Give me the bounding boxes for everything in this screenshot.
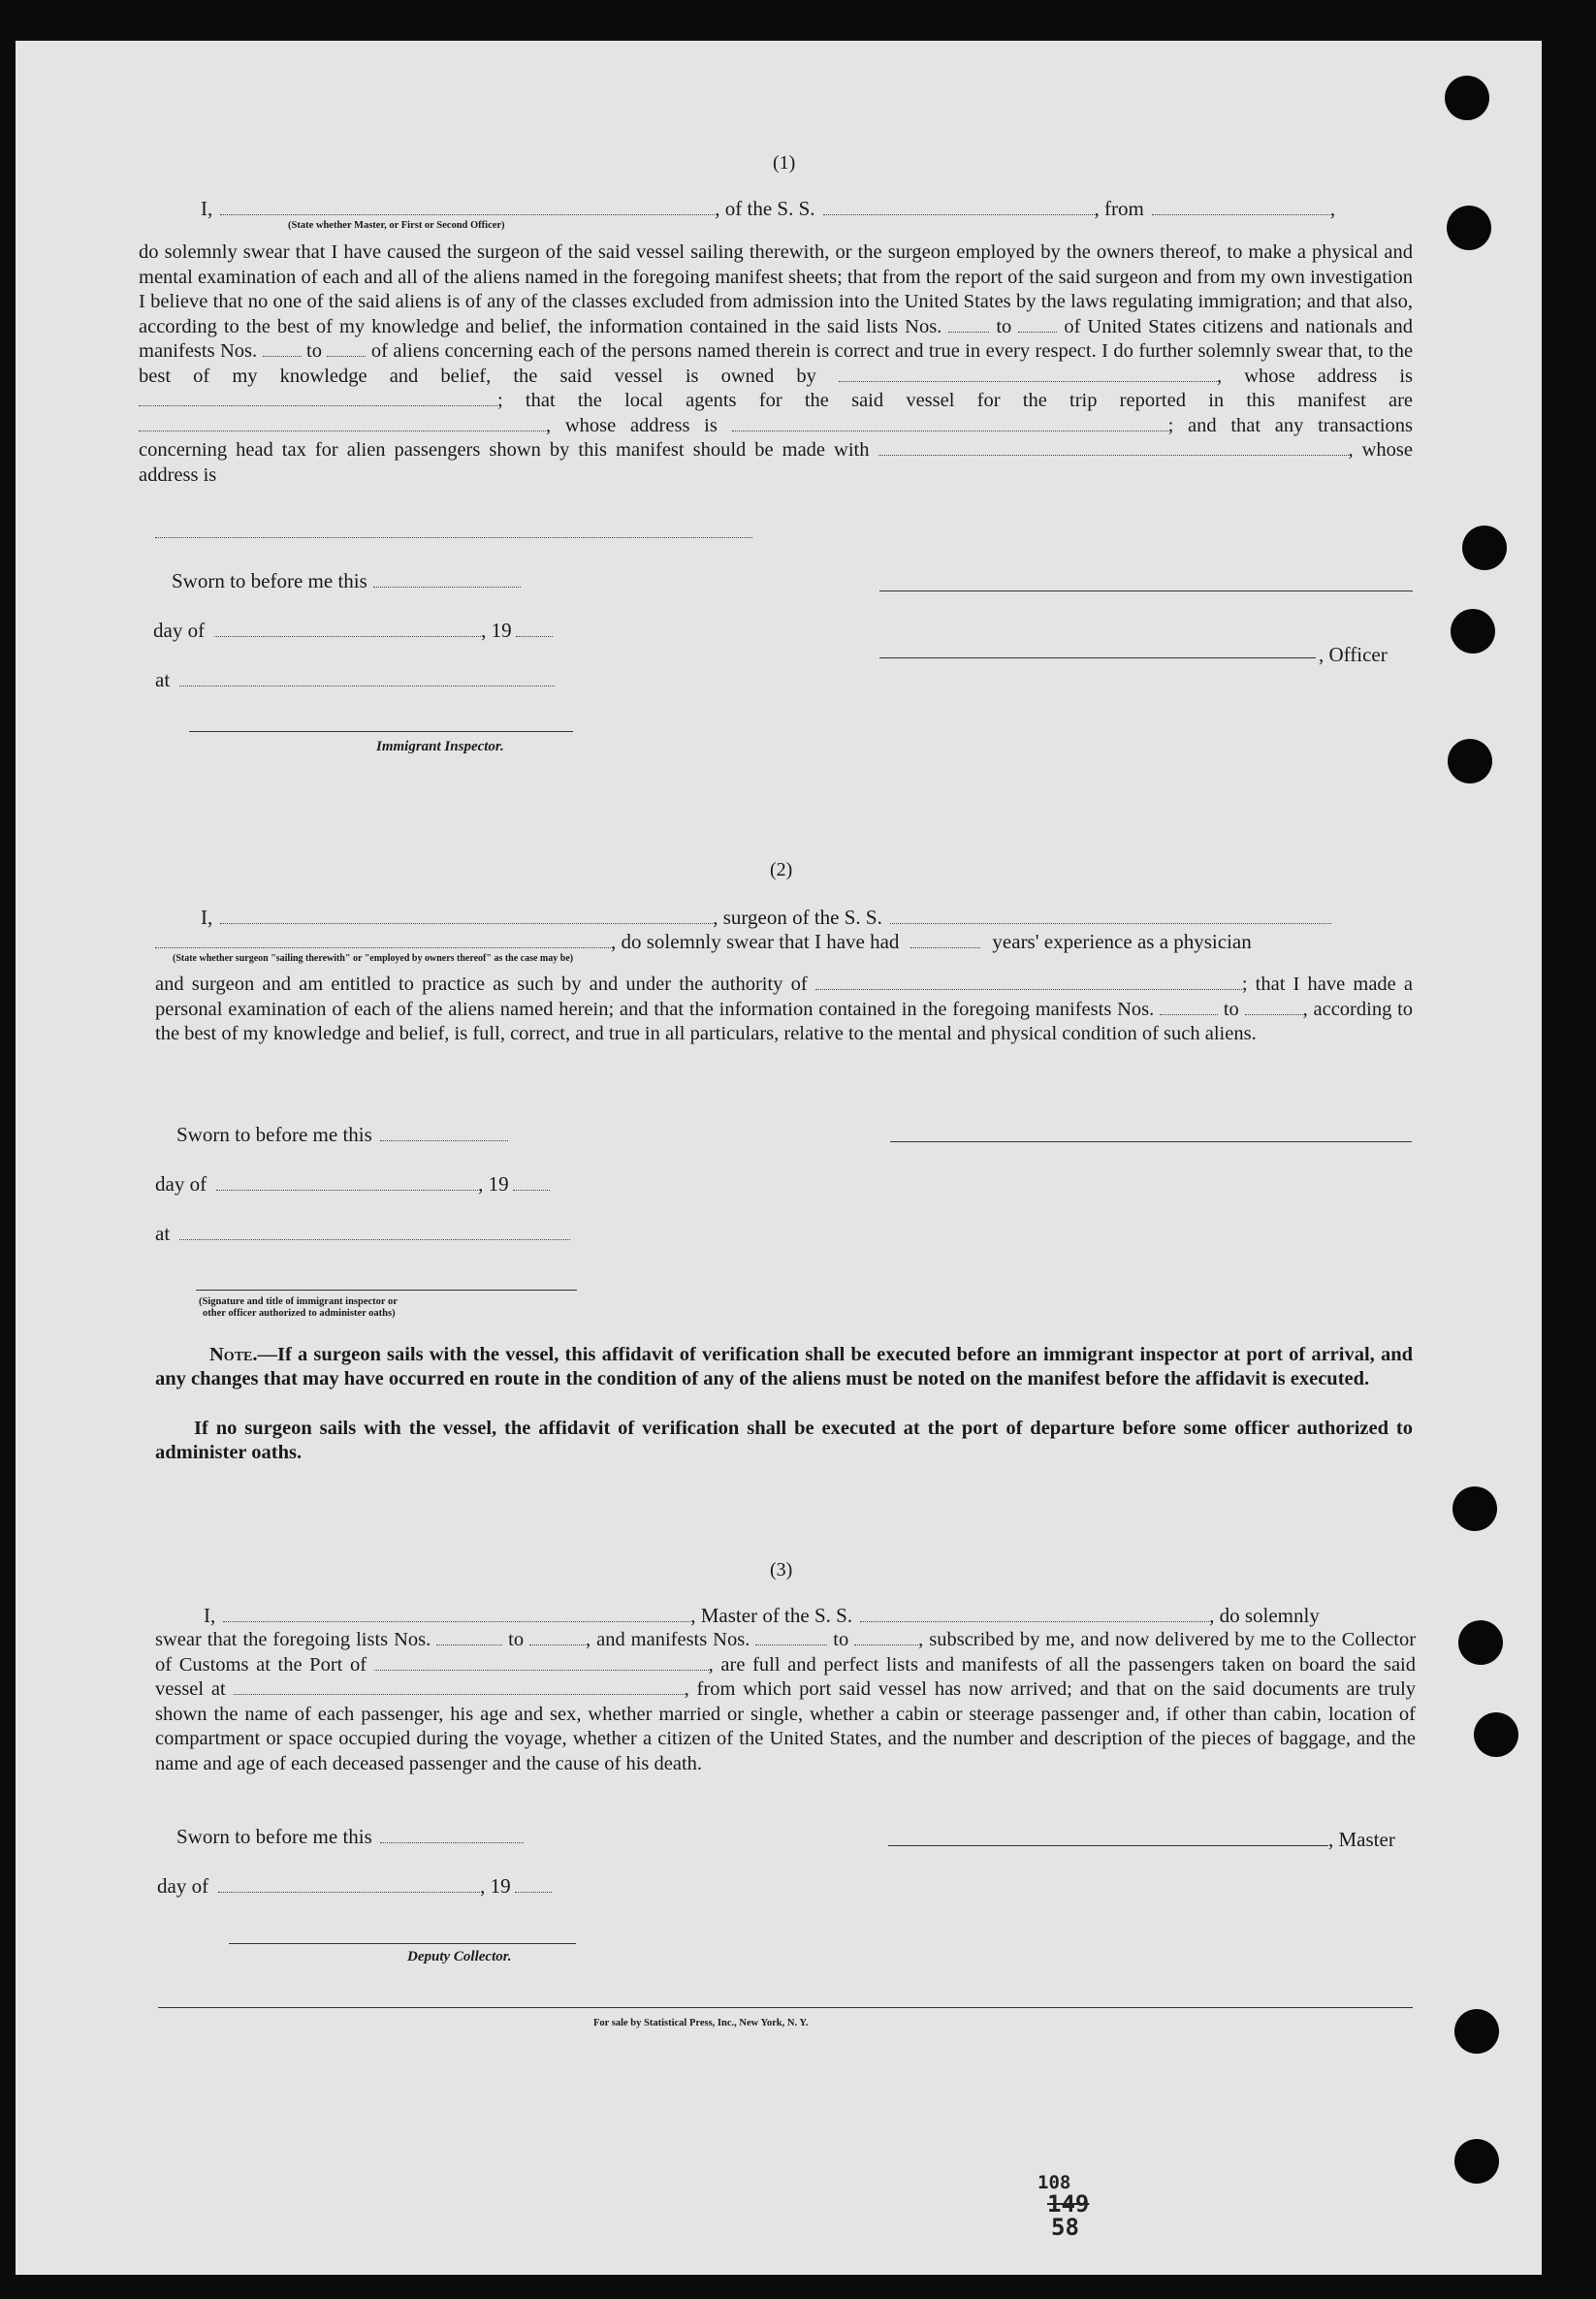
punch-hole-7 xyxy=(1458,1620,1503,1665)
s2-sworn-day-field[interactable] xyxy=(380,1125,508,1141)
s2-day-of: day of , 19 xyxy=(155,1171,550,1197)
handwritten-number-middle: 149 xyxy=(1047,2190,1090,2218)
s1-ship-field[interactable] xyxy=(823,199,1095,215)
s3-paragraph: swear that the foregoing lists Nos. to , and manifests Nos. to , subscribed by me, and now delivered by me to the Collector of Customs at the Port of , are full and perfect lists and manifests of all the passengers taken on board the said vessel at , from which port said vessel has now arrived; and that on the said documents are truly shown the name of each passenger, his age and sex, whether married or single, whether a cabin or steerage passenger and, if other than cabin, location of compartment or space occupied during the voyage, whether a citizen of the United States, and the number and description of the pieces of baggage, and the name and age of each deceased passenger and the cause of his death. xyxy=(155,1629,1417,1774)
s3-port-field[interactable] xyxy=(374,1654,709,1671)
s1-inspector-label: Immigrant Inspector. xyxy=(376,739,504,754)
s1-headtax-field[interactable] xyxy=(878,439,1349,456)
punch-hole-8 xyxy=(1474,1712,1518,1757)
s1-officer-field[interactable] xyxy=(220,199,715,215)
s1-officer-sig-line-2[interactable] xyxy=(879,657,1316,658)
s3-name-field[interactable] xyxy=(223,1606,690,1622)
footer-printer: For sale by Statistical Press, Inc., New York, N. Y. xyxy=(593,2018,809,2028)
s2-note-2: If no surgeon sails with the vessel, the affidavit of verification shall be executed at the port of departure before some officer authorized to administer oaths. xyxy=(155,1418,1413,1463)
s2-inspector-sig-line[interactable] xyxy=(196,1290,577,1291)
s3-deputy-sig-line[interactable] xyxy=(229,1943,576,1944)
s3-manifests-from[interactable] xyxy=(755,1629,827,1645)
s3-line1: I, , Master of the S. S. , do solemnly xyxy=(204,1604,1320,1627)
s2-year-field[interactable] xyxy=(513,1174,550,1191)
punch-hole-5 xyxy=(1448,739,1492,783)
s3-sworn: Sworn to before me this xyxy=(176,1824,524,1849)
s1-at: at xyxy=(155,667,555,692)
s3-master-label: , Master xyxy=(1328,1828,1395,1851)
s2-authority-field[interactable] xyxy=(815,974,1242,990)
s2-manifests-to[interactable] xyxy=(1245,999,1303,1015)
s1-owner-address-field[interactable] xyxy=(139,390,497,406)
s3-master-sig-line[interactable] xyxy=(888,1845,1328,1846)
s2-day-month-field[interactable] xyxy=(216,1174,478,1191)
s2-note-1: Note.—If a surgeon sails with the vessel, this affidavit of verification shall be executed before an immigrant inspector at port of arrival, and any changes that may have occurred en route in the condition of any of the aliens must be noted on the manifest before the affidavit is executed. xyxy=(155,1344,1413,1389)
handwritten-number-bottom: 58 xyxy=(1051,2214,1079,2241)
s1-paragraph: do solemnly swear that I have caused the surgeon of the said vessel sailing therewith, or the surgeon employed by the owners thereof, to make a physical and mental examination of each and all of the aliens named in the foregoing manifest sheets; that from the report of the said surgeon and from my own investigation I believe that no one of the said aliens is of any of the classes excluded from admission into the United States by the laws regulating immigration; and that also, according to the best of my knowledge and belief, the information contained in the said lists Nos. to of United States citizens and nationals and manifests Nos. to of aliens concerning each of the persons named therein is correct and true in every respect. I do further solemnly swear that, to the best of my knowledge and belief, the said vessel is owned by , whose address is ; that the local agents for the said vessel for the trip reported in this manifest are , whose address is ; and that any transactions concerning head tax for alien passengers shown by this manifest should be made with , whose address is xyxy=(139,241,1414,486)
s1-officer-caption: (State whether Master, or First or Second Officer) xyxy=(288,220,505,231)
s2-manifests-from[interactable] xyxy=(1160,999,1218,1015)
punch-hole-2 xyxy=(1447,206,1491,250)
s1-agents-field[interactable] xyxy=(139,415,546,431)
s2-at-field[interactable] xyxy=(179,1224,570,1240)
s2-sig-caption-1: (Signature and title of immigrant inspector or xyxy=(199,1296,398,1307)
s2-at: at xyxy=(155,1221,570,1246)
s2-status-field[interactable] xyxy=(155,932,611,948)
s1-headtax-address-line[interactable] xyxy=(155,537,752,538)
s1-at-field[interactable] xyxy=(179,670,555,687)
s3-ship-field[interactable] xyxy=(860,1606,1209,1622)
s1-sworn: Sworn to before me this xyxy=(172,568,521,593)
punch-hole-6 xyxy=(1452,1486,1497,1531)
s3-day-of: day of , 19 xyxy=(157,1873,552,1899)
s1-manifests-from[interactable] xyxy=(263,340,302,357)
s3-day-month-field[interactable] xyxy=(218,1876,480,1893)
punch-hole-1 xyxy=(1445,76,1489,120)
s2-paragraph: and surgeon and am entitled to practice as such by and under the authority of ; that I have made a personal examination of each of the aliens named herein; and that the information contained in the foregoing manifests Nos. to , according to the best of my knowledge and belief, is full, correct, and true in all particulars, relative to the mental and physical condition of such aliens. xyxy=(155,974,1414,1044)
s2-sig-caption-2: other officer authorized to administer oaths) xyxy=(203,1308,396,1319)
s3-deputy-label: Deputy Collector. xyxy=(407,1949,512,1964)
section-1-number: (1) xyxy=(773,152,796,174)
punch-hole-4 xyxy=(1451,609,1495,654)
s2-surgeon-sig-line[interactable] xyxy=(890,1141,1412,1142)
footer-rule xyxy=(158,2007,1413,2008)
s1-line1: I, , of the S. S. , from , xyxy=(201,197,1336,220)
s2-line1: I, , surgeon of the S. S. xyxy=(201,905,1331,930)
handwritten-number-top: 108 xyxy=(1037,2172,1071,2193)
s2-years-field[interactable] xyxy=(910,932,980,948)
s1-year-field[interactable] xyxy=(516,621,553,637)
s1-from-field[interactable] xyxy=(1152,199,1330,215)
s1-day-of: day of , 19 xyxy=(153,618,553,643)
section-3-number: (3) xyxy=(770,1559,793,1581)
s2-ship-field[interactable] xyxy=(890,908,1331,924)
s3-sworn-day-field[interactable] xyxy=(380,1827,524,1843)
punch-hole-10 xyxy=(1454,2139,1499,2184)
s3-lists-from[interactable] xyxy=(436,1629,502,1645)
s1-agents-address-field[interactable] xyxy=(732,415,1168,431)
s1-sworn-day-field[interactable] xyxy=(373,571,521,588)
s3-lists-to[interactable] xyxy=(529,1629,586,1645)
s1-inspector-sig-line[interactable] xyxy=(189,731,573,732)
punch-hole-3 xyxy=(1462,526,1507,570)
s1-officer-label: , Officer xyxy=(1319,643,1388,666)
s1-owner-field[interactable] xyxy=(839,366,1217,382)
s2-line2: , do solemnly swear that I have had years' experience as a physician xyxy=(155,929,1252,954)
s1-lists-to[interactable] xyxy=(1018,316,1057,333)
s2-name-field[interactable] xyxy=(220,908,713,924)
s3-manifests-to[interactable] xyxy=(854,1629,918,1645)
s1-manifests-to[interactable] xyxy=(327,340,366,357)
s3-port-departure-field[interactable] xyxy=(234,1678,685,1695)
s3-year-field[interactable] xyxy=(515,1876,552,1893)
s1-day-month-field[interactable] xyxy=(214,621,481,637)
s1-lists-from[interactable] xyxy=(948,316,989,333)
s2-status-caption: (State whether surgeon "sailing therewith" or "employed by owners thereof" as the case may be) xyxy=(173,953,574,964)
s2-sworn: Sworn to before me this xyxy=(176,1122,508,1147)
punch-hole-9 xyxy=(1454,2009,1499,2054)
section-2-number: (2) xyxy=(770,859,793,880)
